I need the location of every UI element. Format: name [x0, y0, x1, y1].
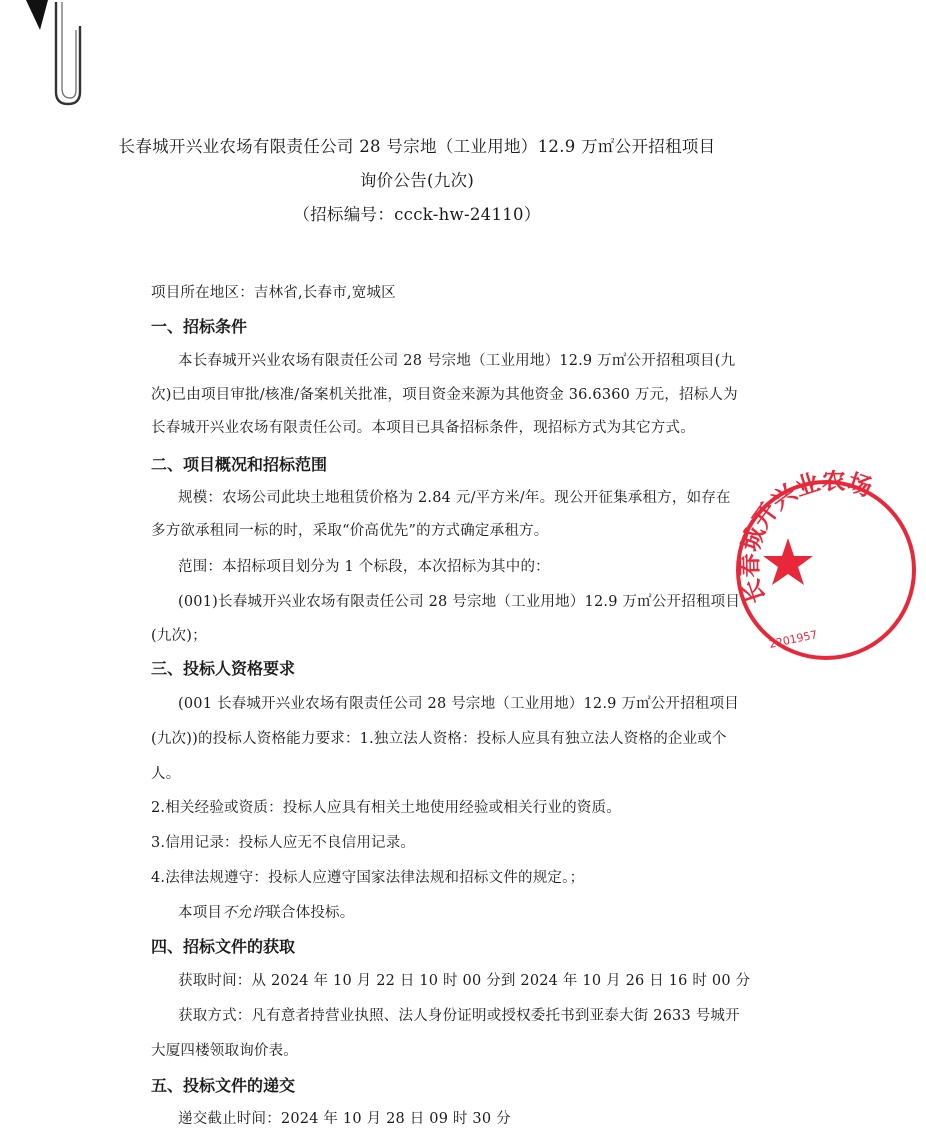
- s4-time: [178, 969, 750, 990]
- section-2-heading: 二、项目概况和招标范围: [151, 455, 328, 474]
- tender-number: （招标编号：ccck-hw-24110）: [293, 205, 541, 224]
- s2-scale-line-2: 多方欲承租同一标的时，采取“价高优先”的方式确定承租方。: [151, 523, 549, 539]
- title-line-2: 询价公告(九次): [359, 171, 475, 190]
- s4-method: [178, 1004, 740, 1025]
- section-4-heading: 四、招标文件的获取: [151, 937, 296, 956]
- s4-method-line-2: 大厦四楼领取询价表。: [151, 1043, 298, 1059]
- s5-deadline-value: 2024 年 10 月 28 日 09 时 30 分: [280, 1111, 511, 1127]
- s3-line-1: (001 长春城开兴业农场有限责任公司 28 号宗地（工业用地）12.9 万㎡公开招租项目: [178, 696, 740, 712]
- section-1-heading: 一、招标条件: [151, 317, 248, 336]
- s3-line-6: 4.法律法规遵守：投标人应遵守国家法律法规和招标文件的规定。；: [151, 870, 585, 886]
- seal-text: 长春城开兴业农场: [735, 470, 876, 608]
- consortium-suffix: 联合体投标。: [266, 905, 355, 921]
- section-3-heading: 三、投标人资格要求: [151, 659, 296, 678]
- s1-line-3: 长春城开兴业农场有限责任公司。本项目已具备招标条件，现招标方式为其它方式。: [151, 420, 695, 436]
- s1-line-1: 本长春城开兴业农场有限责任公司 28 号宗地（工业用地）12.9 万㎡公开招租项目(九: [178, 353, 736, 369]
- project-location: 项目所在地区：吉林省,长春市,宽城区: [151, 285, 396, 301]
- s2-scale-line-1: 规模：农场公司此块土地租赁价格为 2.84 元/平方米/年。现公开征集承租方，如存在: [178, 490, 731, 506]
- s2-range: 范围：本招标项目划分为 1 个标段，本次招标为其中的：: [178, 559, 550, 575]
- company-seal: [726, 470, 876, 670]
- s5-deadline: [178, 1107, 511, 1128]
- s4-time-label: 获取时间：: [178, 973, 252, 989]
- s2-lot-line-1: (001)长春城开兴业农场有限责任公司 28 号宗地（工业用地）12.9 万㎡公开招租项目: [178, 594, 741, 610]
- title-line-1: 长春城开兴业农场有限责任公司 28 号宗地（工业用地）12.9 万㎡公开招租项目: [118, 137, 716, 156]
- binder-clip-icon: [26, 0, 96, 110]
- s3-line-5: 3.信用记录：投标人应无不良信用记录。: [151, 835, 416, 851]
- section-5-heading: 五、投标文件的递交: [151, 1076, 296, 1095]
- s5-deadline-label: 递交截止时间：: [178, 1111, 281, 1127]
- s3-line-4: 2.相关经验或资质：投标人应具有相关土地使用经验或相关行业的资质。: [151, 800, 621, 816]
- s3-consortium: [178, 901, 354, 922]
- s1-line-2: 次)已由项目审批/核准/备案机关批准，项目资金来源为其他资金 36.6360 万元，招标人为: [151, 387, 738, 403]
- seal-stamp-icon: [726, 470, 926, 670]
- s2-lot-line-2: (九次)；: [151, 628, 207, 644]
- consortium-prefix: 本项目: [178, 905, 223, 921]
- seal-number: 2201957: [767, 628, 819, 651]
- s3-line-2: (九次))的投标人资格能力要求：1.独立法人资格：投标人应具有独立法人资格的企业或个: [151, 731, 727, 747]
- consortium-not-allowed: 不允许: [222, 905, 267, 921]
- announcement-title: [0, 130, 834, 232]
- s3-line-3: 人。: [151, 766, 181, 782]
- s4-method-value: 凡有意者持营业执照、法人身份证明或授权委托书到亚泰大街 2633 号城开: [251, 1008, 740, 1024]
- s4-time-value: 从 2024 年 10 月 22 日 10 时 00 分到 2024 年 10 月 26 日 16 时 00 分: [251, 973, 751, 989]
- s4-method-label: 获取方式：: [178, 1008, 252, 1024]
- svg-text:长春城开兴业农场: [735, 470, 875, 607]
